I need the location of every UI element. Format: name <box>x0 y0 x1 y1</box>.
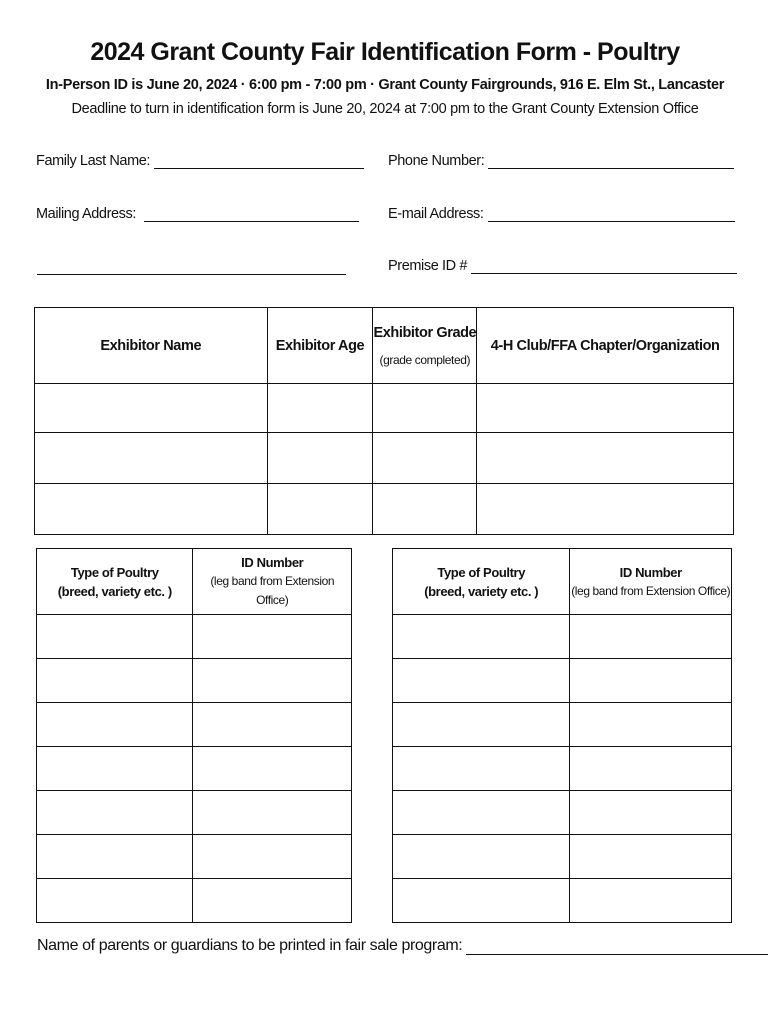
poultry-id-cell[interactable] <box>570 703 732 747</box>
poultry-type-label: Type of Poultry <box>437 564 526 580</box>
poultry-type-cell[interactable] <box>393 703 570 747</box>
poultry-id-cell[interactable] <box>193 703 352 747</box>
deadline-note: Deadline to turn in identification form is June 20, 2024 at 7:00 pm to the Grant County Extension Office <box>71 101 699 117</box>
poultry-id-cell[interactable] <box>570 615 732 659</box>
phone-number-label: Phone Number: <box>388 153 485 169</box>
mailing-address-label: Mailing Address: <box>36 206 136 222</box>
mailing-address-line[interactable] <box>144 207 359 222</box>
poultry-type-cell[interactable] <box>393 659 570 703</box>
poultry-id-cell[interactable] <box>193 659 352 703</box>
poultry-type-cell[interactable] <box>37 747 193 791</box>
poultry-id-cell[interactable] <box>570 791 732 835</box>
table-row <box>393 703 732 747</box>
poultry-type-note: (breed, variety etc. ) <box>57 583 172 599</box>
table-row <box>37 703 352 747</box>
poultry-type-cell[interactable] <box>393 879 570 923</box>
poultry-type-header <box>393 549 570 615</box>
poultry-header-row <box>37 549 352 615</box>
poultry-type-cell[interactable] <box>37 835 193 879</box>
exhibitor-name-cell[interactable] <box>35 433 268 484</box>
poultry-id-note: (leg band from Extension Office) <box>210 574 335 607</box>
form-title: 2024 Grant County Fair Identification Form - Poultry <box>90 38 680 66</box>
table-row <box>37 835 352 879</box>
exhibitor-grade-cell[interactable] <box>373 484 477 535</box>
exhibitor-age-cell[interactable] <box>267 484 373 535</box>
phone-number-line[interactable] <box>488 154 734 169</box>
parents-guardians-label: Name of parents or guardians to be printed in fair sale program: <box>37 937 463 954</box>
exhibitor-age-cell[interactable] <box>267 433 373 484</box>
exhibitor-grade-label: Exhibitor Grade <box>373 324 477 341</box>
poultry-type-cell[interactable] <box>37 615 193 659</box>
poultry-id-label: ID Number <box>241 555 304 570</box>
mailing-address-field[interactable] <box>36 206 359 222</box>
poultry-id-cell[interactable] <box>193 615 352 659</box>
poultry-type-label: Type of Poultry <box>70 564 159 580</box>
poultry-id-cell[interactable] <box>570 879 732 923</box>
poultry-table-left <box>36 548 352 923</box>
premise-id-field[interactable] <box>388 258 737 274</box>
club-cell[interactable] <box>477 433 734 484</box>
poultry-type-cell[interactable] <box>393 615 570 659</box>
table-row <box>35 384 734 433</box>
table-row <box>37 615 352 659</box>
poultry-header-row <box>393 549 732 615</box>
table-row <box>393 791 732 835</box>
exhibitor-age-header: Exhibitor Age <box>267 308 373 384</box>
club-header: 4-H Club/FFA Chapter/Organization <box>477 308 734 384</box>
poultry-id-cell[interactable] <box>193 791 352 835</box>
table-row <box>393 747 732 791</box>
poultry-type-cell[interactable] <box>393 747 570 791</box>
email-address-line[interactable] <box>488 207 735 222</box>
phone-number-field[interactable] <box>388 153 734 169</box>
table-row <box>393 879 732 923</box>
table-row <box>393 615 732 659</box>
poultry-id-cell[interactable] <box>193 879 352 923</box>
poultry-type-cell[interactable] <box>393 791 570 835</box>
table-row <box>35 433 734 484</box>
poultry-type-header <box>37 549 193 615</box>
table-row <box>393 659 732 703</box>
table-row <box>35 484 734 535</box>
table-row <box>37 879 352 923</box>
exhibitor-grade-cell[interactable] <box>373 433 477 484</box>
table-row <box>37 747 352 791</box>
poultry-id-label: ID Number <box>619 564 682 580</box>
poultry-type-cell[interactable] <box>37 791 193 835</box>
poultry-id-note: (leg band from Extension Office) <box>571 583 731 598</box>
table-row <box>37 659 352 703</box>
poultry-type-cell[interactable] <box>393 835 570 879</box>
parents-guardians-line[interactable] <box>466 936 768 955</box>
table-row <box>393 835 732 879</box>
mailing-address-line-2[interactable] <box>37 273 346 275</box>
email-address-field[interactable] <box>388 206 735 222</box>
poultry-id-cell[interactable] <box>193 835 352 879</box>
poultry-id-header <box>193 549 352 615</box>
exhibitor-grade-note: (grade completed) <box>379 352 471 367</box>
email-address-label: E-mail Address: <box>388 206 484 222</box>
in-person-id-info: In-Person ID is June 20, 2024 · 6:00 pm - 7:00 pm · Grant County Fairgrounds, 916 E. Elm St., Lancaster <box>45 77 725 93</box>
club-cell[interactable] <box>477 484 734 535</box>
poultry-id-cell[interactable] <box>193 747 352 791</box>
exhibitor-grade-cell[interactable] <box>373 384 477 433</box>
exhibitor-header-row <box>35 308 734 384</box>
poultry-id-cell[interactable] <box>570 747 732 791</box>
poultry-type-cell[interactable] <box>37 879 193 923</box>
exhibitor-name-header: Exhibitor Name <box>35 308 268 384</box>
exhibitor-age-cell[interactable] <box>267 384 373 433</box>
exhibitor-name-cell[interactable] <box>35 384 268 433</box>
premise-id-line[interactable] <box>471 259 737 274</box>
exhibitor-name-cell[interactable] <box>35 484 268 535</box>
poultry-type-cell[interactable] <box>37 703 193 747</box>
exhibitor-grade-header <box>373 308 477 384</box>
table-row <box>37 791 352 835</box>
club-cell[interactable] <box>477 384 734 433</box>
poultry-id-cell[interactable] <box>570 835 732 879</box>
premise-id-label: Premise ID # <box>388 258 467 274</box>
poultry-type-cell[interactable] <box>37 659 193 703</box>
family-last-name-field[interactable] <box>36 153 364 169</box>
poultry-id-header <box>570 549 732 615</box>
poultry-id-cell[interactable] <box>570 659 732 703</box>
poultry-type-note: (breed, variety etc. ) <box>424 583 539 599</box>
parents-guardians-field[interactable] <box>37 936 768 955</box>
poultry-table-right <box>392 548 732 923</box>
family-last-name-label: Family Last Name: <box>36 153 151 169</box>
family-last-name-line[interactable] <box>154 154 364 169</box>
exhibitor-table <box>34 307 734 535</box>
